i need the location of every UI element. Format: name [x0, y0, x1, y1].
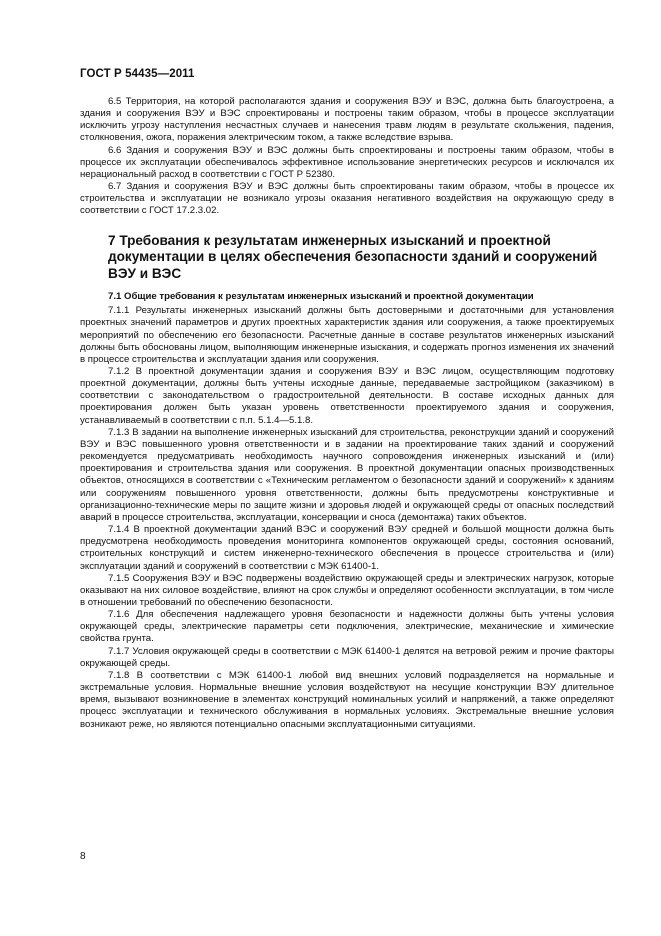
- paragraph-7-1-8: 7.1.8 В соответствии с МЭК 61400-1 любой вид внешних условий подразделяется на нормальные и экстремальные условия. Нормальные внешние условия воздействуют на несущие конструкции ВЭУ длительное время, вызывают возникновение в элементах конструкций номинальных усилий и напряжений, а также определяют процесс эксплуатации и технического обслуживания в нормальных условиях. Экстремальные внешние условия возникают реже, но являются потенциально опасными эксплуатационными ситуациями.: [80, 669, 614, 730]
- paragraph-7-1-5: 7.1.5 Сооружения ВЭУ и ВЭС подвержены воздействию окружающей среды и электрических нагрузок, которые оказывают на них силовое воздействие, влияют на срок службы и определяют особенности эксплуатации, в том числе в отношении требований по обеспечению безопасности.: [80, 572, 614, 608]
- paragraph-7-1-1: 7.1.1 Результаты инженерных изысканий должны быть достоверными и достаточными для установления проектных значений параметров и других проектных характеристик здания или сооружения, а также проектируемых мероприятий по обеспечению его безопасности. Расчетные данные в составе результатов инженерных изысканий должны быть обоснованы лицом, выполняющим инженерные изыскания, и содержать прогноз изменения их значений в процессе строительства и эксплуатации здания или сооружения.: [80, 305, 614, 365]
- document-body: [80, 96, 614, 731]
- paragraph-7-1-3: 7.1.3 В задании на выполнение инженерных изысканий для строительства, реконструкции зданий и сооружений ВЭУ и ВЭС повышенного уровня ответственности и в задании на проектирование таких зданий и сооружений рекомендуется предусматривать необходимость научного сопровождения инженерных изысканий и (или) проектирования и строительства здания или сооружения. В проектной документации опасных производственных объектов, относящихся в соответствии с «Техническим регламентом о безопасности зданий и сооружений» к зданиям или сооружениям повышенного уровня ответственности, должны быть предусмотрены конструктивные и организационно-технические меры по защите жизни и здоровья людей и окружающей среды от опасных последствий аварий в процессе строительства, эксплуатации, консервации и сноса (демонтажа) таких объектов.: [80, 426, 614, 523]
- page-number: 8: [80, 851, 86, 862]
- paragraph-7-1-2: 7.1.2 В проектной документации здания и сооружения ВЭУ и ВЭС лицом, осуществляющим подготовку проектной документации, должны быть учтены исходные данные, передаваемые застройщиком (заказчиком) в соответствии с законодательством о градостроительной деятельности. В составе исходных данных для проектирования должен быть указан уровень ответственности проектируемого здания и сооружения, устанавливаемый в соответствии с п.п. 5.1.4—5.1.8.: [80, 366, 614, 426]
- paragraph-7-1-6: 7.1.6 Для обеспечения надлежащего уровня безопасности и надежности должны быть учтены условия окружающей среды, электрические параметры сети подключения, электрические, механические и химические свойства грунта.: [80, 609, 614, 645]
- paragraph-6-7: 6.7 Здания и сооружения ВЭУ и ВЭС должны быть спроектированы таким образом, чтобы в процессе их строительства и эксплуатации не возникало угрозы оказания негативного воздействия на окружающую среду в соответствии с ГОСТ 17.2.3.02.: [80, 181, 614, 217]
- paragraph-6-6: 6.6 Здания и сооружения ВЭУ и ВЭС должны быть спроектированы и построены таким образом, чтобы в процессе их эксплуатации обеспечивалось эффективное использование энергетических ресурсов и исключался их нерациональный расход в соответствии с ГОСТ Р 52380.: [80, 144, 614, 180]
- standard-designation: ГОСТ Р 54435—2011: [80, 68, 195, 80]
- paragraph-7-1-4: 7.1.4 В проектной документации зданий ВЭС и сооружений ВЭУ средней и большой мощности должна быть предусмотрена необходимость проведения мониторинга компонентов окружающей среды, состояния оснований, строительных конструкций и систем инженерно-технического обеспечения в процессе строительства и (или) эксплуатации зданий и сооружений в соответствии с МЭК 61400-1.: [80, 524, 614, 572]
- paragraph-7-1-7: 7.1.7 Условия окружающей среды в соответствии с МЭК 61400-1 делятся на ветровой режим и прочие факторы окружающей среды.: [80, 645, 614, 669]
- section-7-title: 7 Требования к результатам инженерных изысканий и проектной документации в целях обеспечения безопасности зданий и сооружений ВЭУ и ВЭС: [108, 232, 598, 281]
- paragraph-6-5: 6.5 Территория, на которой располагаются здания и сооружения ВЭУ и ВЭС, должна быть благоустроена, а здания и сооружения ВЭУ и ВЭС спроектированы и построены таким образом, чтобы в процессе эксплуатации исключить угрозу наступления несчастных случаев и нанесения травм людям в результате скольжения, падения, столкновения, ожога, поражения электрическим током, а также вследствие взрыва.: [80, 96, 614, 144]
- subsection-7-1-title: 7.1 Общие требования к результатам инженерных изысканий и проектной документации: [108, 291, 534, 303]
